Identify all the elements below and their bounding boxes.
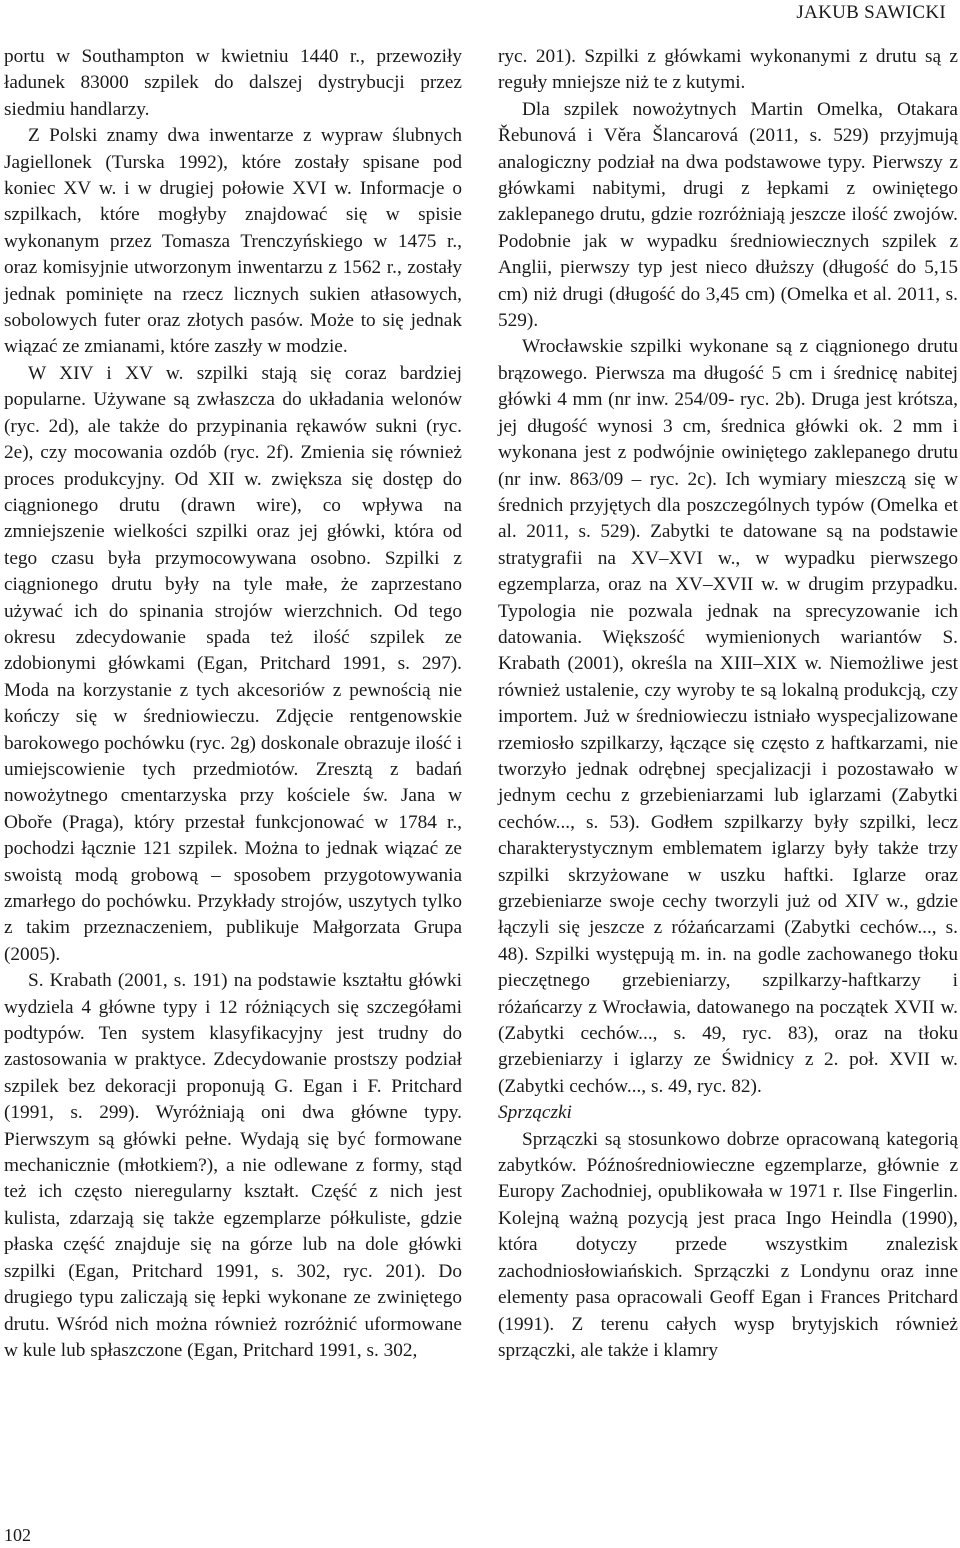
paragraph: S. Krabath (2001, s. 191) na podstawie kształtu główki wydziela 4 główne typy i 12 różniących się szczegółami podtypów. Ten system klasyfikacyjny jest trudny do zastosowania w praktyce. Zdecydowanie prostszy podział szpilek bez dekoracji proponują G. Egan i F. Pritchard (1991, s. 299). Wyróżniają oni dwa główne typy. Pierwszym są główki pełne. Wydają się być formowane mechanicznie (młotkiem?), a nie odlewane z formy, stąd też ich często nieregularny kształt. Część z nich jest kulista, zdarzają się także egzemplarze półkuliste, gdzie płaska część znajduje się na górze lub na dole główki szpilki (Egan, Pritchard 1991, s. 302, ryc. 201). Do drugiego typu zaliczają się łepki wykonane ze zwiniętego drutu. Wśród nich można również rozróżnić uformowane w kule lub spłaszczone (Egan, Pritchard 1991, s. 302,	[4, 970, 462, 1361]
paragraph: portu w Southampton w kwietniu 1440 r., przewoziły ładunek 83000 szpilek do dalszej dystrybucji przez siedmiu handlarzy.	[4, 46, 462, 120]
page-number: 102	[4, 1525, 31, 1545]
right-column	[498, 44, 958, 1364]
running-header-author: JAKUB SAWICKI	[796, 2, 946, 23]
paragraph: W XIV i XV w. szpilki stają się coraz bardziej popularne. Używane są zwłaszcza do układania welonów (ryc. 2d), ale także do przypinania rękawów sukni (ryc. 2e), czy mocowania ozdób (ryc. 2f). Zmienia się również proces produkcyjny. Od XII w. zwiększa się dostęp do ciągnionego drutu (drawn wire), co wpływa na zmniejszenie wielkości szpilki oraz jej główki, która od tego czasu była przymocowywana osobno. Szpilki z ciągnionego drutu były na tyle małe, że zaprzestano używać ich do spinania strojów wierzchnich. Od tego okresu zdecydowanie spada też ilość szpilek ze zdobionymi główkami (Egan, Pritchard 1991, s. 297). Moda na korzystanie z tych akcesoriów z pewnością nie kończy się w średniowieczu. Zdjęcie rentgenowskie barokowego pochówku (ryc. 2g) doskonale obrazuje ilość i umiejscowienie tych przedmiotów. Zresztą z badań nowożytnego cmentarzyska przy kościele św. Jana w Oboře (Praga), który przestał funkcjonować w 1784 r., pochodzi łącznie 121 szpilek. Można to jednak wiązać ze swoistą modą grobową – sposobem przygotowywania zmarłego do pochówku. Przykłady strojów, uszytych tylko z takim przeznaczeniem, publikuje Małgorzata Grupa (2005).	[4, 362, 462, 965]
paragraph: Wrocławskie szpilki wykonane są z ciągnionego drutu brązowego. Pierwsza ma długość 5 cm i średnicę nabitej główki 4 mm (nr inw. 254/09- ryc. 2b). Druga jest krótsza, jej długość wynosi 3 cm, średnica główki ok. 2 mm i wykonana jest z podwójnie owiniętego zaklepanego drutu (nr inw. 863/09 – ryc. 2c). Ich wymiary mieszczą się w średnich przyjętych dla poszczególnych typów (Omelka et al. 2011, s. 529). Zabytki te datowane są na podstawie stratygrafii na XV–XVI w., w wypadku pierwszego egzemplarza, oraz na XV–XVII w. w drugim przypadku. Typologia nie pozwala jednak na sprecyzowanie ich datowania. Większość wymienionych wariantów S. Krabath (2001), określa na XIII–XIX w. Niemożliwe jest również ustalenie, czy wyroby te są lokalną produkcją, czy importem. Już w średniowieczu istniało wyspecjalizowane rzemiosło szpilkarzy, łączące się często z haftkarzami, nie tworzyło jednak odrębnej specjalizacji i pozostawało w jednym cechu z grzebieniarzami lub iglarzami (Zabytki cechów..., s. 53). Godłem szpilkarzy były szpilki, lecz charakterystycznym emblematem iglarzy były także trzy szpilki skrzyżowane w uszku haftki. Iglarze oraz grzebieniarze swoje cechy tworzyli już od XIV w., gdzie łączyli się jeszcze z różańcarzami (Zabytki cechów..., s. 48). Szpilki występują m. in. na godle zachowanego tłoku pieczętnego grzebieniarzy, szpilkarzy-haftkarzy i różańcarzy z Wrocławia, datowanego na początek XVII w. (Zabytki cechów..., s. 49, ryc. 83), oraz na tłoku grzebieniarzy i iglarzy ze Świdnicy z 2. poł. XVII w. (Zabytki cechów..., s. 49, ryc. 82).	[498, 336, 958, 1097]
paragraph: Dla szpilek nowożytnych Martin Omelka, Otakara Řebunová i Věra Šlancarová (2011, s. 529) przyjmują analogiczny podział na dwa podstawowe typy. Pierwszy z główkami nabitymi, drugi z łepkami z owiniętego zaklepanego drutu, gdzie rozróżniają jeszcze ilość zwojów. Podobnie jak w wypadku średniowiecznych szpilek z Anglii, pierwszy typ jest nieco dłuższy (długość do 5,15 cm) niż drugi (długość do 3,45 cm) (Omelka et al. 2011, s. 529).	[498, 98, 958, 332]
paragraph: ryc. 201). Szpilki z główkami wykonanymi z drutu są z reguły mniejsze niż te z kutymi.	[498, 46, 958, 94]
section-title: Sprzączki	[498, 1102, 572, 1124]
left-column	[4, 44, 462, 1364]
paragraph: Sprzączki są stosunkowo dobrze opracowaną kategorią zabytków. Późnośredniowieczne egzemplarze, głównie z Europy Zachodniej, opublikowała w 1971 r. Ilse Fingerlin. Kolejną ważną pozycją jest praca Ingo Heindla (1990), która dotyczy przede wszystkim znalezisk zachodniosłowiańskich. Sprzączki z Londynu oraz inne elementy pasa opracowali Geoff Egan i Frances Pritchard (1991). Z terenu całych wysp brytyjskich również sprzączki, ale także i klamry	[498, 1128, 958, 1361]
paragraph: Z Polski znamy dwa inwentarze z wypraw ślubnych Jagiellonek (Turska 1992), które zostały spisane pod koniec XV w. i w drugiej połowie XVI w. Informacje o szpilkach, które mogłyby znajdować się w spisie wykonanym przez Tomasza Trenczyńskiego w 1475 r., oraz komisyjnie utworzonym inwentarzu z 1562 r., zostały jednak pominięte na rzecz licznych sukien atłasowych, sobolowych futer oraz złotych pasów. Może to się jednak wiązać ze zmianami, które zaszły w modzie.	[4, 125, 462, 358]
